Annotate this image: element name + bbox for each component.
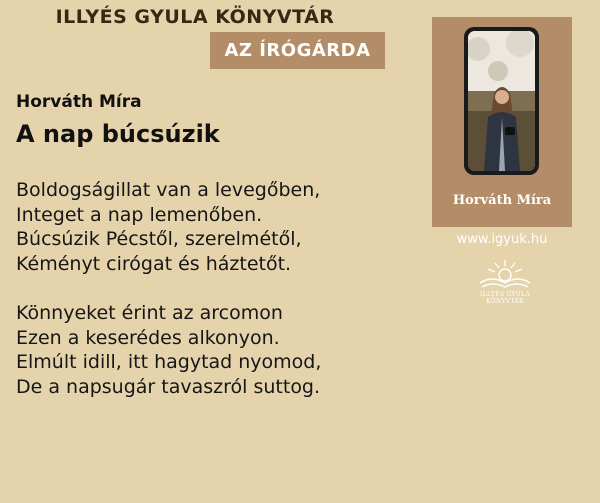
poem-line: Integet a nap lemenőben. xyxy=(16,203,263,226)
poem-line: Könnyeket érint az arcomon xyxy=(16,302,283,324)
poem-line: Elmúlt idill, itt hagytad nyomod, xyxy=(16,351,322,373)
logo-text xyxy=(470,291,540,305)
logo-line: KÖNYVTÁR xyxy=(486,298,524,305)
author-photo-card xyxy=(432,17,572,227)
poem-title: A nap búcsúzik xyxy=(16,120,220,148)
poem-line: De a napsugár tavaszról suttog. xyxy=(16,375,321,398)
logo-line: ILLYÉS GYULA xyxy=(480,291,530,298)
card-author-name: Horváth Míra xyxy=(452,193,552,208)
library-logo xyxy=(470,258,540,310)
poem-author: Horváth Míra xyxy=(16,92,142,112)
phone-frame xyxy=(464,27,539,175)
author-photo xyxy=(468,31,535,171)
poem-line: Kéményt cirógat és háztetőt. xyxy=(16,252,292,275)
book-sun-icon xyxy=(470,258,540,290)
poem-line: Boldogságillat van a levegőben, xyxy=(16,179,321,201)
library-title: ILLYÉS GYULA KÖNYVTÁR xyxy=(55,6,335,28)
website-link[interactable]: www.igyuk.hu xyxy=(456,232,548,247)
author-photo-icon xyxy=(468,31,535,171)
poem-body xyxy=(16,178,321,424)
section-badge: AZ ÍRÓGÁRDA xyxy=(210,32,385,69)
poem-line: Ezen a keserédes alkonyon. xyxy=(16,326,280,349)
poem-stanza xyxy=(16,301,321,399)
poem-stanza xyxy=(16,178,321,276)
poem-line: Búcsúzik Pécstől, szerelmétől, xyxy=(16,228,302,250)
